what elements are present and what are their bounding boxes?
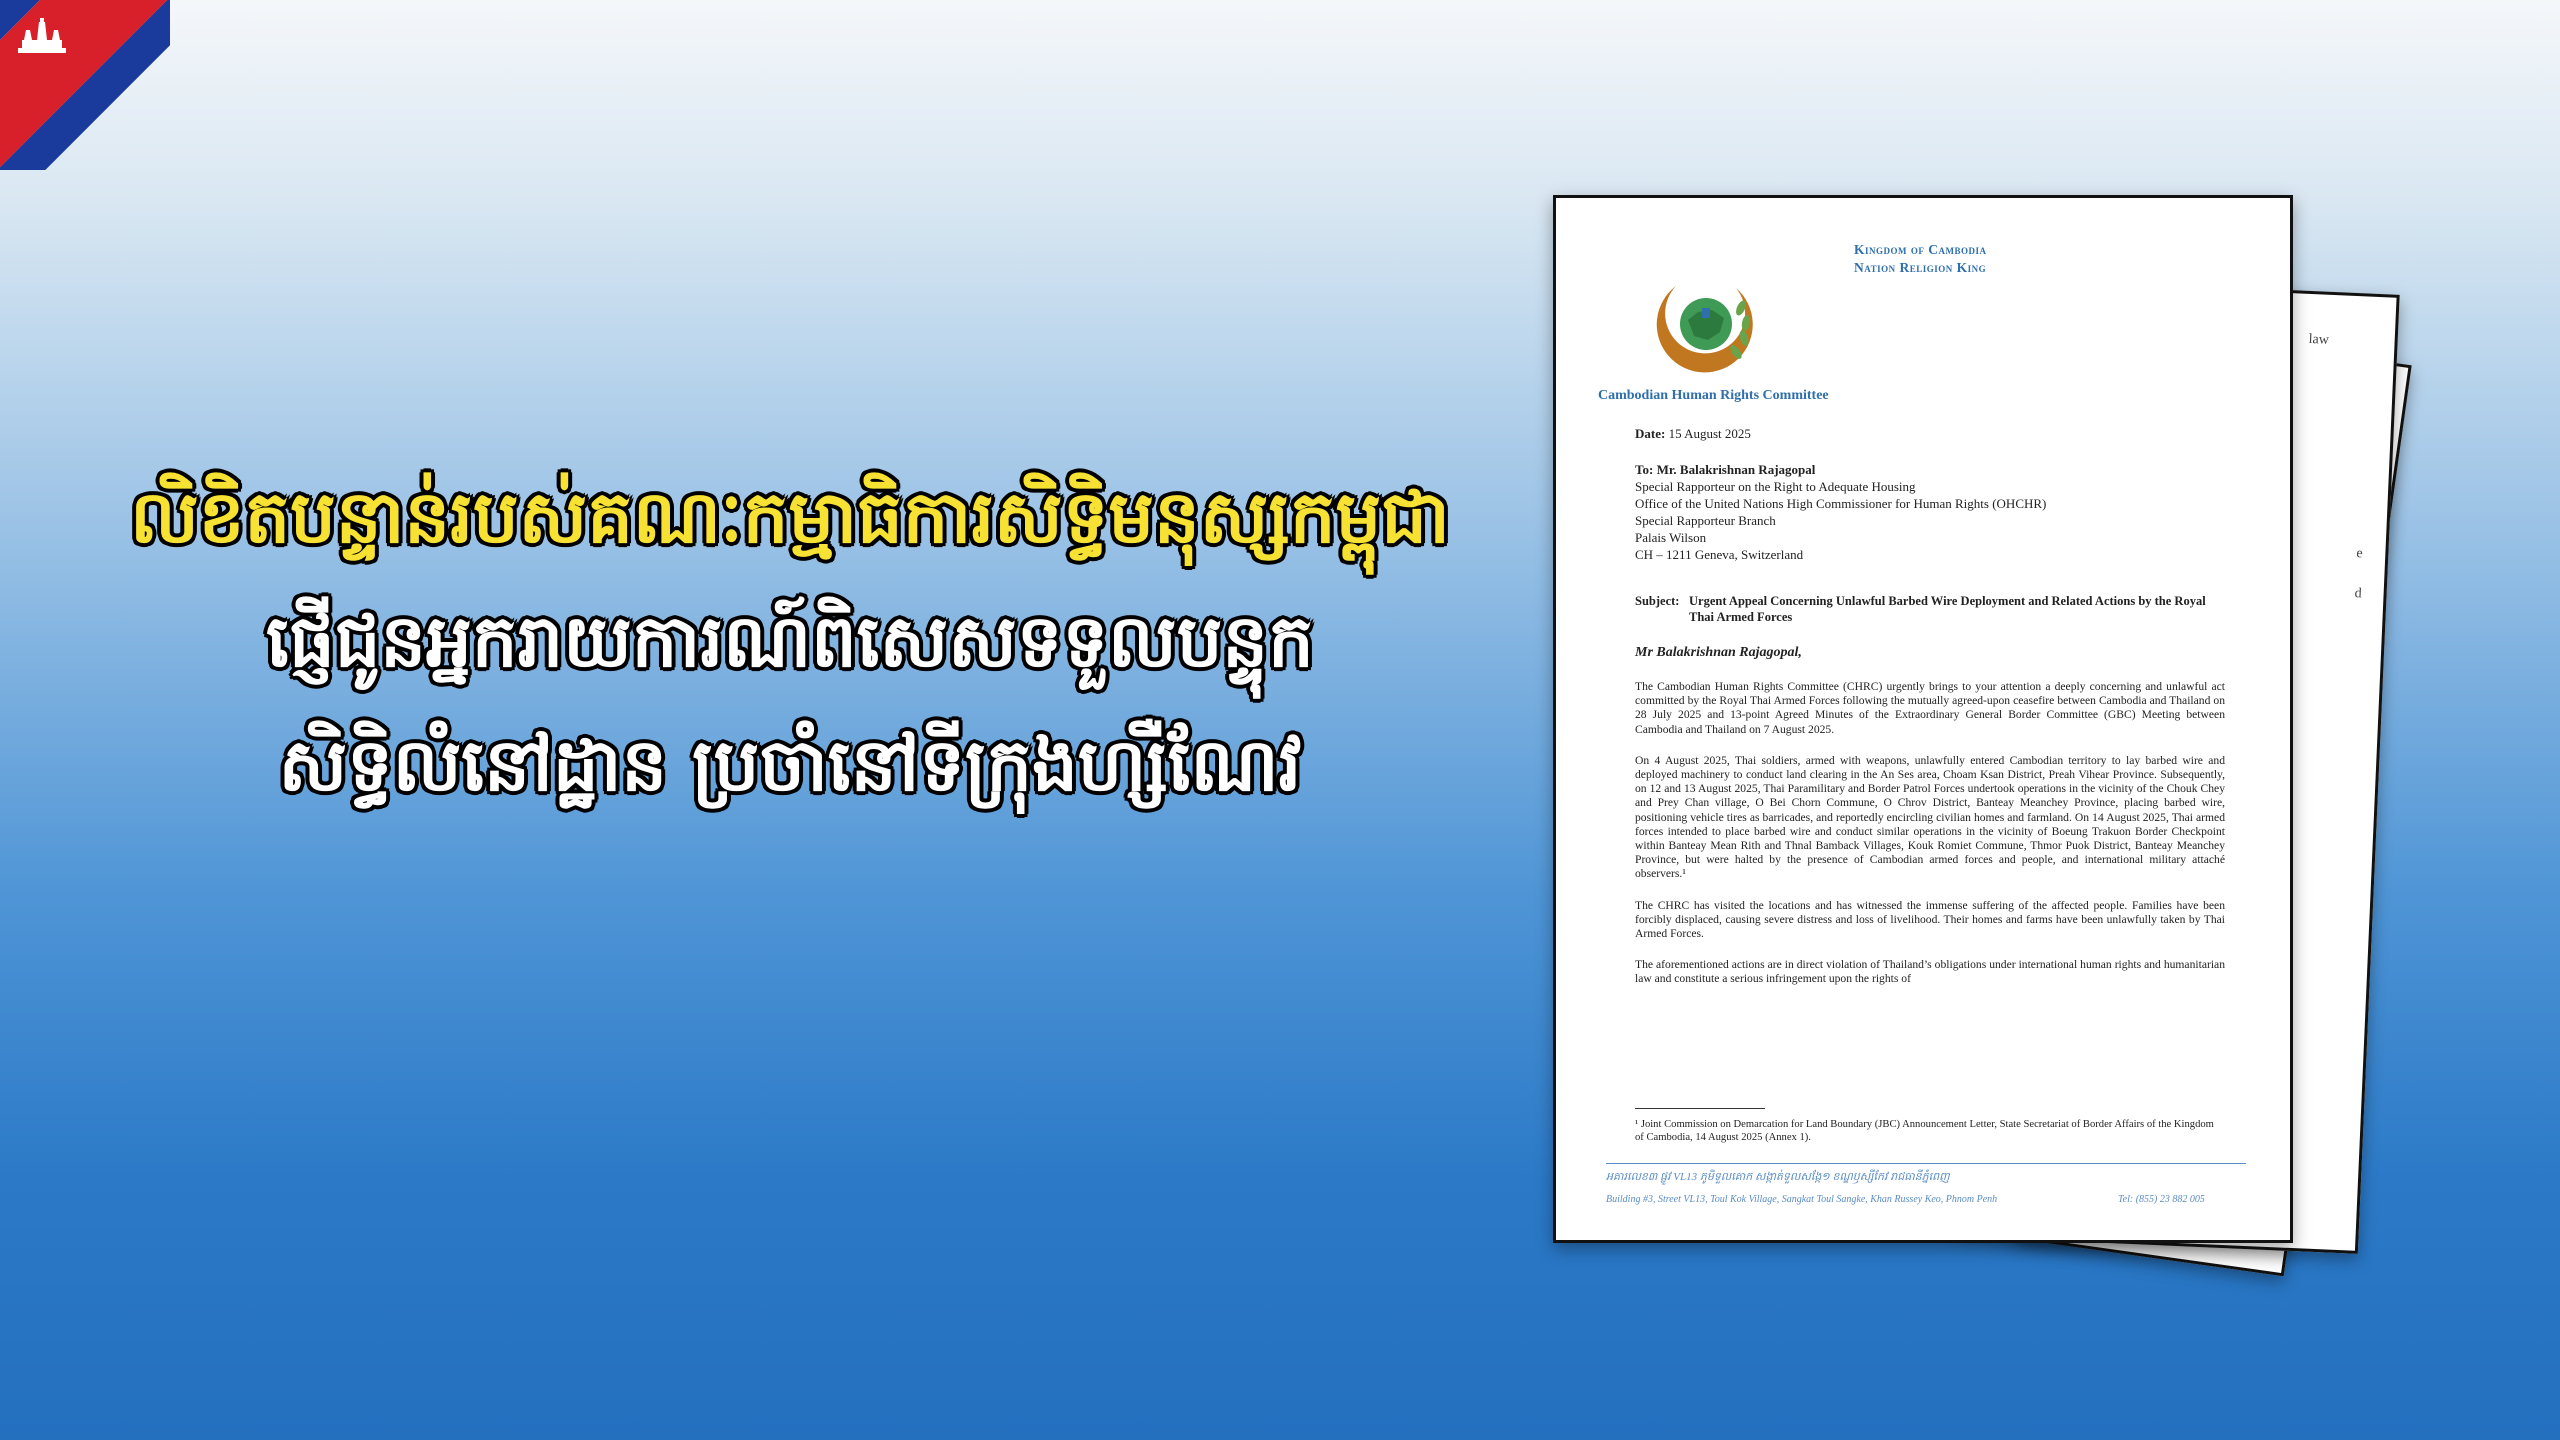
- body-paragraph: On 4 August 2025, Thai soldiers, armed with weapons, unlawfully entered Cambodian territory to lay barbed wire and deployed machinery to conduct land clearing in the An Ses area, Choam Ksan District, Preah Vihear Province. Subsequently, on 12 and 13 August 2025, Thai Paramilitary and Border Patrol Forces undertook operations in the vicinity of the Chouk Chey and Prey Chan village, O Bei Chorn Commune, O Chrov District, Banteay Meanchey Province, placing barbed wire, positioning vehicle tires as barricades, and reportedly encircling civilian homes and farmland. On 14 August 2025, Thai armed forces intended to place barbed wire and conduct similar operations in the vicinity of Boeung Trakuon Border Checkpoint within Banteay Mean Rith and Thnal Bamback Villages, Kouk Romiet Commune, Thmor Puok District, Banteay Meanchey Province, but were halted by the presence of Cambodian armed forces and people, and international military attaché observers.¹: [1635, 753, 2225, 881]
- subject-text: Urgent Appeal Concerning Unlawful Barbed Wire Deployment and Related Actions by the Royal Thai Armed Forces: [1689, 594, 2206, 624]
- headline-line-2: ផ្ញើជូនអ្នករាយការណ៍ពិសេសទទួលបន្ទុក: [266, 599, 1314, 683]
- to-label: To:: [1635, 462, 1654, 477]
- recipient-line: Special Rapporteur on the Right to Adequate Housing: [1635, 479, 1916, 494]
- back-page-word: e: [2356, 546, 2363, 562]
- date-value: 15 August 2025: [1668, 426, 1751, 441]
- footer-divider: [1606, 1163, 2246, 1164]
- salutation: Mr Balakrishnan Rajagopal,: [1635, 645, 1802, 660]
- subject-label: Subject:: [1635, 594, 1680, 608]
- footer-telephone: Tel: (855) 23 882 005: [2118, 1194, 2205, 1205]
- body-paragraph: The Cambodian Human Rights Committee (CHRC) urgently brings to your attention a deeply concerning and unlawful act committed by the Royal Thai Armed Forces following the mutually agreed-upon ceasefire between Cambodia and Thailand on 28 July 2025 and 13-point Agreed Minutes of the Extraordinary General Border Committee (GBC) Meeting between Cambodia and Thailand on 7 August 2025.: [1635, 680, 2225, 736]
- footnote: ¹ Joint Commission on Demarcation for Land Boundary (JBC) Announcement Letter, State Secretariat of Border Affairs of the Kingdom of Cambodia, 14 August 2025 (Annex 1).: [1635, 1119, 2214, 1143]
- chrc-logo-icon: [1646, 268, 1766, 388]
- recipient-block: [1635, 461, 2046, 563]
- back-page-word: d: [2354, 586, 2362, 602]
- recipient-line: Special Rapporteur Branch: [1635, 513, 1776, 528]
- back-page-word: law: [2308, 331, 2330, 348]
- footnote-divider: [1635, 1108, 1765, 1109]
- recipient-line: Palais Wilson: [1635, 530, 1707, 545]
- footer-address: Building #3, Street VL13, Toul Kok Village, Sangkat Toul Sangke, Khan Russey Keo, Phnom Penh: [1606, 1194, 1998, 1205]
- letterhead-kingdom: [1854, 241, 1987, 277]
- angkor-temple-icon: [14, 18, 70, 58]
- date-label: Date:: [1635, 426, 1666, 441]
- body-paragraph: The CHRC has visited the locations and has witnessed the immense suffering of the affected people. Families have been forcibly displaced, causing severe distress and loss of livelihood. Their homes and farms have been unlawfully taken by Thai Armed Forces.: [1635, 898, 2225, 941]
- letter-body: [1635, 680, 2225, 1004]
- body-paragraph: The aforementioned actions are in direct violation of Thailand’s obligations under international human rights and humanitarian law and constitute a serious infringement upon the rights of: [1635, 958, 2225, 986]
- kingdom-line-1: Kingdom of Cambodia: [1854, 242, 1987, 257]
- letter-front-page: [1553, 195, 2293, 1243]
- letter-date: [1635, 426, 1751, 442]
- subject-line: [1635, 593, 2225, 625]
- headline-line-1: លិខិតបន្ទាន់របស់គណៈកម្មាធិការសិទ្ធិមនុស្សកម្ពុជា: [130, 475, 1450, 559]
- kingdom-line-2: Nation Religion King: [1854, 260, 1987, 275]
- recipient-line: Office of the United Nations High Commissioner for Human Rights (OHCHR): [1635, 496, 2047, 511]
- cambodia-flag-corner: [0, 0, 170, 170]
- headline: [30, 455, 1550, 827]
- recipient-line: CH – 1211 Geneva, Switzerland: [1635, 547, 1804, 562]
- footer-address-khmer: អគារលេខ៣ ផ្លូវ VL13 ភូមិទួលគោក សង្កាត់ទួលសង្កែ១ ខណ្ឌឫស្សីកែវ រាជធានីភ្នំពេញ: [1606, 1171, 1950, 1183]
- committee-name: Cambodian Human Rights Committee: [1598, 388, 1829, 403]
- headline-line-3: សិទ្ធិលំនៅដ្ឋាន ប្រចាំនៅទីក្រុងហ្សឺណែវ: [278, 723, 1302, 807]
- recipient-name: Mr. Balakrishnan Rajagopal: [1656, 462, 1816, 477]
